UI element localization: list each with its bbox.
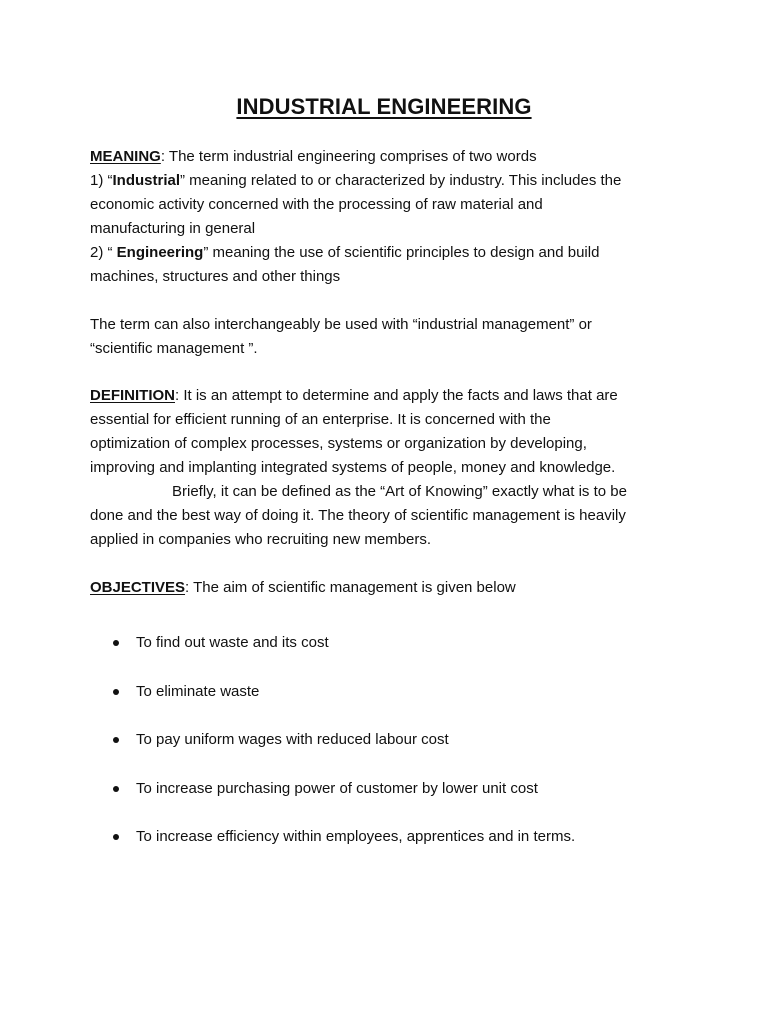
objectives-label: OBJECTIVES xyxy=(90,579,186,596)
list-item xyxy=(110,826,575,875)
definition-line-7: applied in companies who recruiting new members. xyxy=(90,531,432,548)
list-item xyxy=(110,681,575,730)
meaning-item-1-line-3: manufacturing in general xyxy=(90,220,256,237)
meaning-item-2-line-1 xyxy=(90,242,599,264)
bullet-icon xyxy=(113,786,119,792)
definition-line-5: Briefly, it can be defined as the “Art of Knowing” exactly what is to be xyxy=(172,483,627,500)
meaning-item-2-line-2: machines, structures and other things xyxy=(90,268,341,285)
page-title xyxy=(0,94,768,120)
objectives-line xyxy=(90,577,516,599)
meaning-item-2-prefix: 2) “ xyxy=(90,244,117,261)
meaning-item-1-line-2: economic activity concerned with the processing of raw material and xyxy=(90,196,543,213)
meaning-item-1-term: Industrial xyxy=(112,172,181,189)
definition-line-4: improving and implanting integrated systems of people, money and knowledge. xyxy=(90,459,616,476)
page-title-text: INDUSTRIAL ENGINEERING xyxy=(236,94,532,119)
meaning-item-2-text: ” meaning the use of scientific principles to design and build xyxy=(203,244,600,261)
definition-line-1 xyxy=(90,385,618,407)
objective-text: To eliminate waste xyxy=(136,682,260,700)
list-item xyxy=(110,778,575,827)
definition-text-1: : It is an attempt to determine and apply the facts and laws that are xyxy=(175,387,618,404)
objective-text: To pay uniform wages with reduced labour cost xyxy=(136,731,449,749)
bullet-icon xyxy=(113,737,119,743)
objective-text: To find out waste and its cost xyxy=(136,634,329,651)
definition-label: DEFINITION xyxy=(90,387,175,404)
meaning-intro: : The term industrial engineering comprises of two words xyxy=(160,148,537,165)
definition-line-6: done and the best way of doing it. The theory of scientific management is heavily xyxy=(90,507,626,524)
meaning-item-1-text: ” meaning related to or characterized by industry. This includes the xyxy=(180,172,622,189)
definition-line-2: essential for efficient running of an enterprise. It is concerned with the xyxy=(90,411,551,428)
list-item xyxy=(110,729,575,778)
list-item xyxy=(110,632,575,681)
meaning-label: MEANING xyxy=(90,148,161,165)
meaning-item-1-prefix: 1) “ xyxy=(90,172,113,189)
bullet-icon xyxy=(113,689,119,695)
interchange-line-2: “scientific management ”. xyxy=(90,340,258,357)
meaning-line-1 xyxy=(90,146,537,168)
definition-line-3: optimization of complex processes, systems or organization by developing, xyxy=(90,435,587,452)
bullet-icon xyxy=(113,640,119,646)
meaning-item-2-term: Engineering xyxy=(116,244,204,261)
objectives-intro: : The aim of scientific management is given below xyxy=(185,579,516,596)
meaning-item-1-line-1 xyxy=(90,170,621,192)
objective-text: To increase purchasing power of customer by lower unit cost xyxy=(136,779,538,797)
objective-text: To increase efficiency within employees, apprentices and in terms. xyxy=(136,828,576,846)
bullet-icon xyxy=(113,834,119,840)
objectives-list xyxy=(110,632,575,875)
interchange-line-1: The term can also interchangeably be used with “industrial management” or xyxy=(90,316,592,333)
